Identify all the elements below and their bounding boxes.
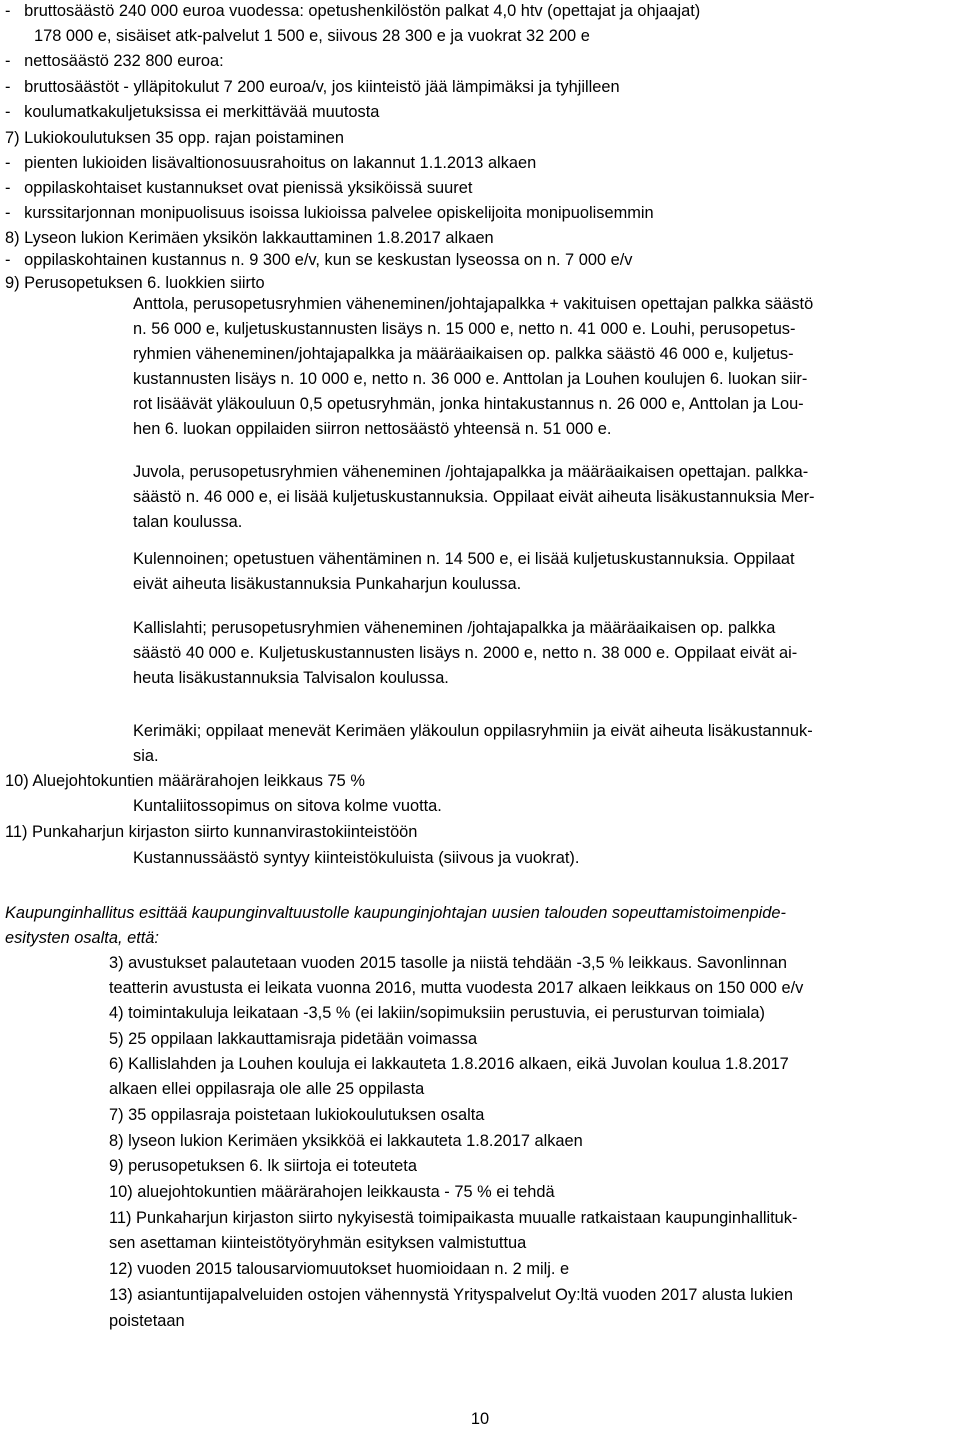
text-line: eivät aiheuta lisäkustannuksia Punkaharjun koulussa. (133, 575, 522, 593)
text-line: - koulumatkakuljetuksissa ei merkittävää muutosta (5, 103, 380, 121)
section-heading: 11) Punkaharjun kirjaston siirto kunnanvirastokiinteistöön (5, 823, 418, 841)
text-line: talan koulussa. (133, 513, 243, 531)
proposal-item: 13) asiantuntijapalveluiden ostojen vähennystä Yrityspalvelut Oy:ltä vuoden 2017 alusta lukien (109, 1286, 793, 1304)
text-line: ryhmien väheneminen/johtajapalkka ja määräaikaisen op. palkka säästö 46 000 e, kuljetus- (133, 345, 794, 363)
text-line: Kerimäki; oppilaat menevät Kerimäen yläkoulun oppilasryhmiin ja eivät aiheuta lisäkustannuk- (133, 722, 813, 740)
text-line: n. 56 000 e, kuljetuskustannusten lisäys n. 15 000 e, netto n. 41 000 e. Louhi, perusopetus- (133, 320, 796, 338)
text-line: - nettosäästö 232 800 euroa: (5, 52, 224, 70)
text-line: Anttola, perusopetusryhmien väheneminen/johtajapalkka + vakituisen opettajan palkka säästö (133, 295, 814, 313)
proposal-item: 9) perusopetuksen 6. lk siirtoja ei toteuteta (109, 1157, 417, 1175)
text-line: - oppilaskohtainen kustannus n. 9 300 e/v, kun se keskustan lyseossa on n. 7 000 e/v (5, 251, 633, 269)
section-heading: 9) Perusopetuksen 6. luokkien siirto (5, 274, 265, 292)
text-line: - bruttosäästö 240 000 euroa vuodessa: opetushenkilöstön palkat 4,0 htv (opettajat ja ohjaajat) (5, 2, 701, 20)
text-line: kustannusten lisäys n. 10 000 e, netto n. 36 000 e. Anttolan ja Louhen koulujen 6. luokan siir- (133, 370, 808, 388)
text-line: 178 000 e, sisäiset atk-palvelut 1 500 e, siivous 28 300 e ja vuokrat 32 200 e (34, 27, 590, 45)
text-line: säästö n. 46 000 e, ei lisää kuljetuskustannuksia. Oppilaat eivät aiheuta lisäkustannuksia Mer- (133, 488, 815, 506)
text-line: Kustannussäästö syntyy kiinteistökuluista (siivous ja vuokrat). (133, 849, 580, 867)
text-line: - bruttosäästöt - ylläpitokulut 7 200 euroa/v, jos kiinteistö jää lämpimäksi ja tyhjilleen (5, 78, 620, 96)
page-number: 10 (470, 1410, 490, 1428)
text-line: sia. (133, 747, 159, 765)
proposal-item: 5) 25 oppilaan lakkauttamisraja pidetään voimassa (109, 1030, 478, 1048)
proposal-intro: esitysten osalta, että: (5, 929, 159, 947)
proposal-item: sen asettaman kiinteistötyöryhmän esityksen valmistuttua (109, 1234, 527, 1252)
text-line: Juvola, perusopetusryhmien väheneminen /johtajapalkka ja määräaikaisen opettajan. palkka- (133, 463, 809, 481)
text-line: - oppilaskohtaiset kustannukset ovat pienissä yksiköissä suuret (5, 179, 473, 197)
proposal-item: 6) Kallislahden ja Louhen kouluja ei lakkauteta 1.8.2016 alkaen, eikä Juvolan koulua 1.8.2017 (109, 1055, 789, 1073)
section-heading: 7) Lukiokoulutuksen 35 opp. rajan poistaminen (5, 129, 344, 147)
text-line: rot lisäävät yläkouluun 0,5 opetusryhmän, jonka hintakustannus n. 26 000 e, Anttolan ja Lou- (133, 395, 804, 413)
text-line: Kuntaliitossopimus on sitova kolme vuotta. (133, 797, 442, 815)
proposal-item: 4) toimintakuluja leikataan -3,5 % (ei lakiin/sopimuksiin perustuvia, ei perusturvan toimiala) (109, 1004, 765, 1022)
proposal-item: 11) Punkaharjun kirjaston siirto nykyisestä toimipaikasta muualle ratkaistaan kaupunginhallituk- (109, 1209, 798, 1227)
section-heading: 10) Aluejohtokuntien määrärahojen leikkaus 75 % (5, 772, 365, 790)
section-heading: 8) Lyseon lukion Kerimäen yksikön lakkauttaminen 1.8.2017 alkaen (5, 229, 494, 247)
text-line: säästö 40 000 e. Kuljetuskustannusten lisäys n. 2000 e, netto n. 38 000 e. Oppilaat eivät ai- (133, 644, 798, 662)
text-line: - pienten lukioiden lisävaltionosuusrahoitus on lakannut 1.1.2013 alkaen (5, 154, 537, 172)
proposal-intro: Kaupunginhallitus esittää kaupunginvaltuustolle kaupunginjohtajan uusien talouden sopeuttamistoimenpide- (5, 904, 786, 922)
text-line: Kallislahti; perusopetusryhmien väheneminen /johtajapalkka ja määräaikaisen op. palkka (133, 619, 776, 637)
text-line: Kulennoinen; opetustuen vähentäminen n. 14 500 e, ei lisää kuljetuskustannuksia. Oppilaat (133, 550, 795, 568)
text-line: hen 6. luokan oppilaiden siirron nettosäästö yhteensä n. 51 000 e. (133, 420, 612, 438)
proposal-item: 8) lyseon lukion Kerimäen yksikköä ei lakkauteta 1.8.2017 alkaen (109, 1132, 583, 1150)
text-line: heuta lisäkustannuksia Talvisalon koulussa. (133, 669, 449, 687)
proposal-item: 12) vuoden 2015 talousarviomuutokset huomioidaan n. 2 milj. e (109, 1260, 570, 1278)
proposal-item: 10) aluejohtokuntien määrärahojen leikkausta - 75 % ei tehdä (109, 1183, 555, 1201)
proposal-item: 3) avustukset palautetaan vuoden 2015 tasolle ja niistä tehdään -3,5 % leikkaus. Savonlinnan (109, 954, 787, 972)
proposal-item: alkaen ellei oppilasraja ole alle 25 oppilasta (109, 1080, 425, 1098)
proposal-item: poistetaan (109, 1312, 185, 1330)
proposal-item: teatterin avustusta ei leikata vuonna 2016, mutta vuodesta 2017 alkaen leikkaus on 150 000 e/v (109, 979, 804, 997)
proposal-item: 7) 35 oppilasraja poistetaan lukiokoulutuksen osalta (109, 1106, 485, 1124)
text-line: - kurssitarjonnan monipuolisuus isoissa lukioissa palvelee opiskelijoita monipuolisemmin (5, 204, 654, 222)
